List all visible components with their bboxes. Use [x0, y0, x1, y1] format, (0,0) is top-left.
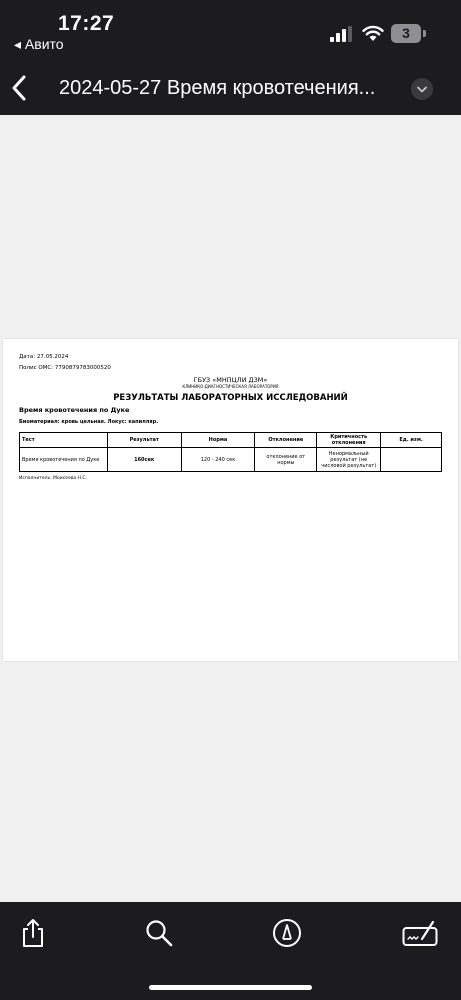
- signature-icon[interactable]: [402, 918, 438, 948]
- table-cell-criticality: Ненормальный результат (не числовой результат): [317, 448, 381, 472]
- doc-date: Дата: 27.05.2024: [19, 354, 69, 360]
- doc-org: ГБУЗ «МНПЦЛИ ДЗМ»: [193, 376, 268, 384]
- doc-policy: Полис ОМС: 7790879783000520: [19, 365, 111, 371]
- status-time: 17:27: [58, 12, 115, 35]
- battery-indicator: 3: [391, 24, 421, 43]
- navigation-bar: [0, 60, 461, 115]
- table-row: [20, 448, 442, 472]
- table-cell-unit: [381, 448, 442, 472]
- back-chevron-icon[interactable]: [6, 72, 34, 104]
- status-bar: [0, 0, 461, 60]
- table-header-cell: Критичность отклонения: [317, 433, 381, 448]
- table-cell-result: 160сек: [107, 448, 181, 472]
- wifi-icon: [362, 24, 384, 42]
- chevron-down-icon[interactable]: [411, 78, 433, 100]
- table-header-cell: Норма: [181, 433, 255, 448]
- doc-test-title: Время кровотечения по Дуке: [19, 406, 130, 414]
- table-cell-deviation: отклонение от нормы: [255, 448, 317, 472]
- table-cell-test: Время кровотечения по Дуке: [20, 448, 108, 472]
- markup-pen-icon[interactable]: [272, 918, 302, 948]
- document-page: [3, 339, 458, 661]
- share-icon[interactable]: [18, 918, 48, 948]
- home-indicator: [149, 985, 312, 990]
- back-to-app-link[interactable]: ◂ Авито: [14, 36, 64, 52]
- document-title: 2024-05-27 Время кровотечения...: [59, 77, 376, 99]
- document-viewer[interactable]: [0, 115, 461, 902]
- table-header-row: [20, 433, 442, 448]
- battery-tip: [423, 30, 426, 37]
- search-icon[interactable]: [144, 918, 174, 948]
- results-table: [19, 432, 442, 472]
- cellular-signal-icon: [330, 26, 354, 42]
- doc-heading: РЕЗУЛЬТАТЫ ЛАБОРАТОРНЫХ ИССЛЕДОВАНИЙ: [113, 393, 348, 403]
- table-header-cell: Ед. изм.: [381, 433, 442, 448]
- table-header-cell: Результат: [107, 433, 181, 448]
- doc-dept: КЛИНИКО-ДИАГНОСТИЧЕСКАЯ ЛАБОРАТОРИЯ: [182, 384, 279, 389]
- doc-biomaterial: Биоматериал: кровь цельная. Локус: капилляр.: [19, 419, 159, 425]
- table-header-cell: Тест: [20, 433, 108, 448]
- table-header-cell: Отклонение: [255, 433, 317, 448]
- doc-performer: Исполнитель: Моисеева Н.С.: [19, 476, 87, 481]
- table-cell-norm: 120 - 240 сек: [181, 448, 255, 472]
